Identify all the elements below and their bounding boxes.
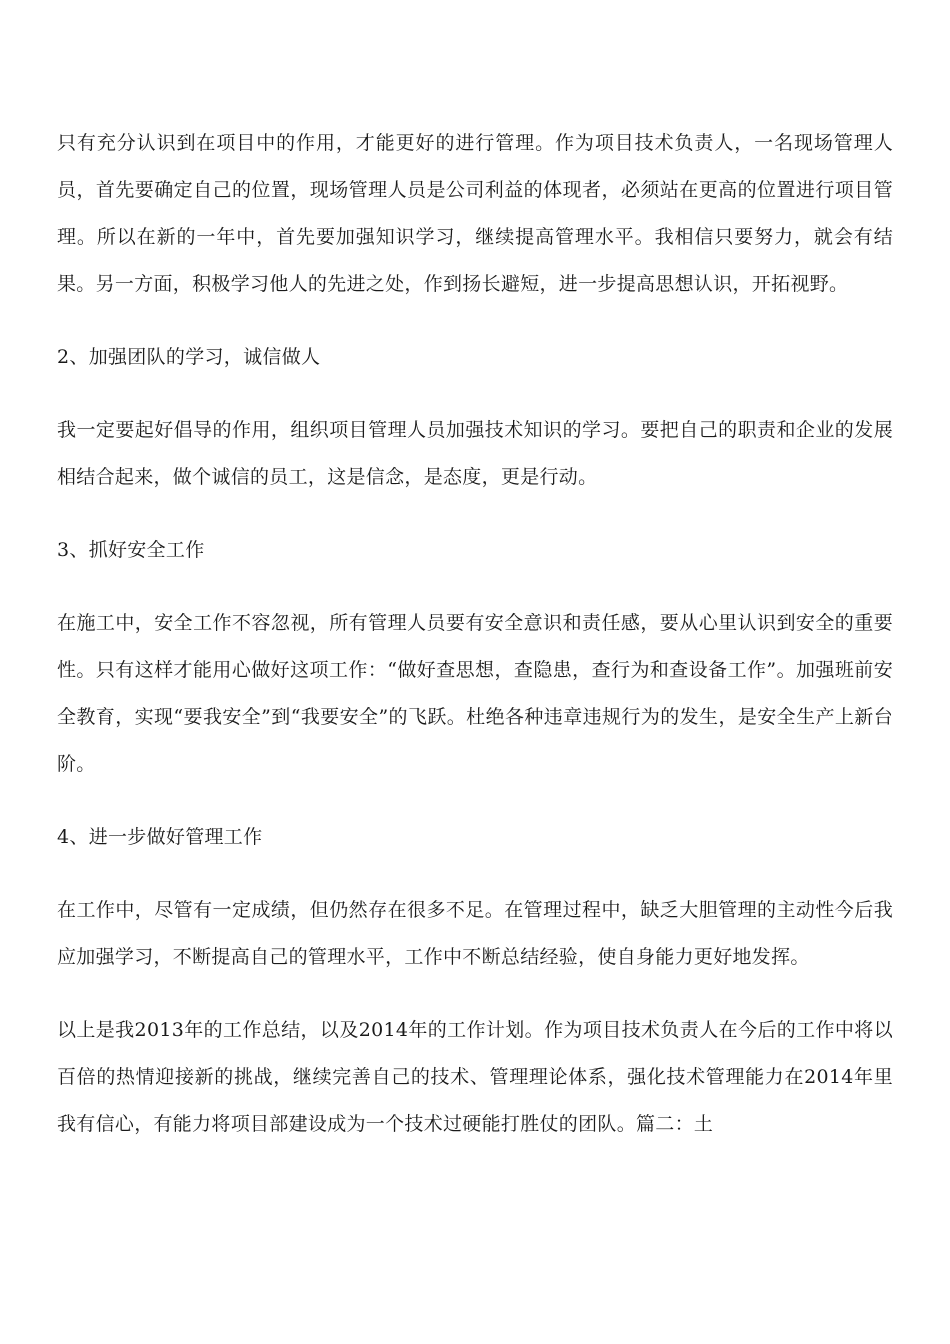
paragraph-safety: 在施工中，安全工作不容忽视，所有管理人员要有安全意识和责任感，要从心里认识到安全的重要性。只有这样才能用心做好这项工作：“做好查思想，查隐患，查行为和查设备工作”。加强班前安全教育，实现“要我安全”到“我要安全”的飞跃。杜绝各种违章违规行为的发生，是安全生产上新台阶。 <box>57 612 893 775</box>
paragraph-management-role: 只有充分认识到在项目中的作用，才能更好的进行管理。作为项目技术负责人，一名现场管理人员，首先要确定自己的位置，现场管理人员是公司利益的体现者，必须站在更高的位置进行项目管理。所以在新的一年中，首先要加强知识学习，继续提高管理水平。我相信只要努力，就会有结果。另一方面，积极学习他人的先进之处，作到扬长避短，进一步提高思想认识，开拓视野。 <box>57 132 893 295</box>
section-heading-safety: 3、抓好安全工作 <box>57 539 205 561</box>
section-heading-management: 4、进一步做好管理工作 <box>57 826 263 848</box>
paragraph-summary: 以上是我2013年的工作总结，以及2014年的工作计划。作为项目技术负责人在今后的工作中将以百倍的热情迎接新的挑战，继续完善自己的技术、管理理论体系，强化技术管理能力在2014年里我有信心，有能力将项目部建设成为一个技术过硬能打胜仗的团队。篇二：土 <box>57 1019 893 1135</box>
section-heading-team-learning: 2、加强团队的学习，诚信做人 <box>57 346 321 368</box>
document-body <box>57 120 893 1174</box>
paragraph-team-learning: 我一定要起好倡导的作用，组织项目管理人员加强技术知识的学习。要把自己的职责和企业的发展相结合起来，做个诚信的员工，这是信念，是态度，更是行动。 <box>57 419 893 488</box>
paragraph-management: 在工作中，尽管有一定成绩，但仍然存在很多不足。在管理过程中，缺乏大胆管理的主动性今后我应加强学习，不断提高自己的管理水平，工作中不断总结经验，使自身能力更好地发挥。 <box>57 899 893 968</box>
